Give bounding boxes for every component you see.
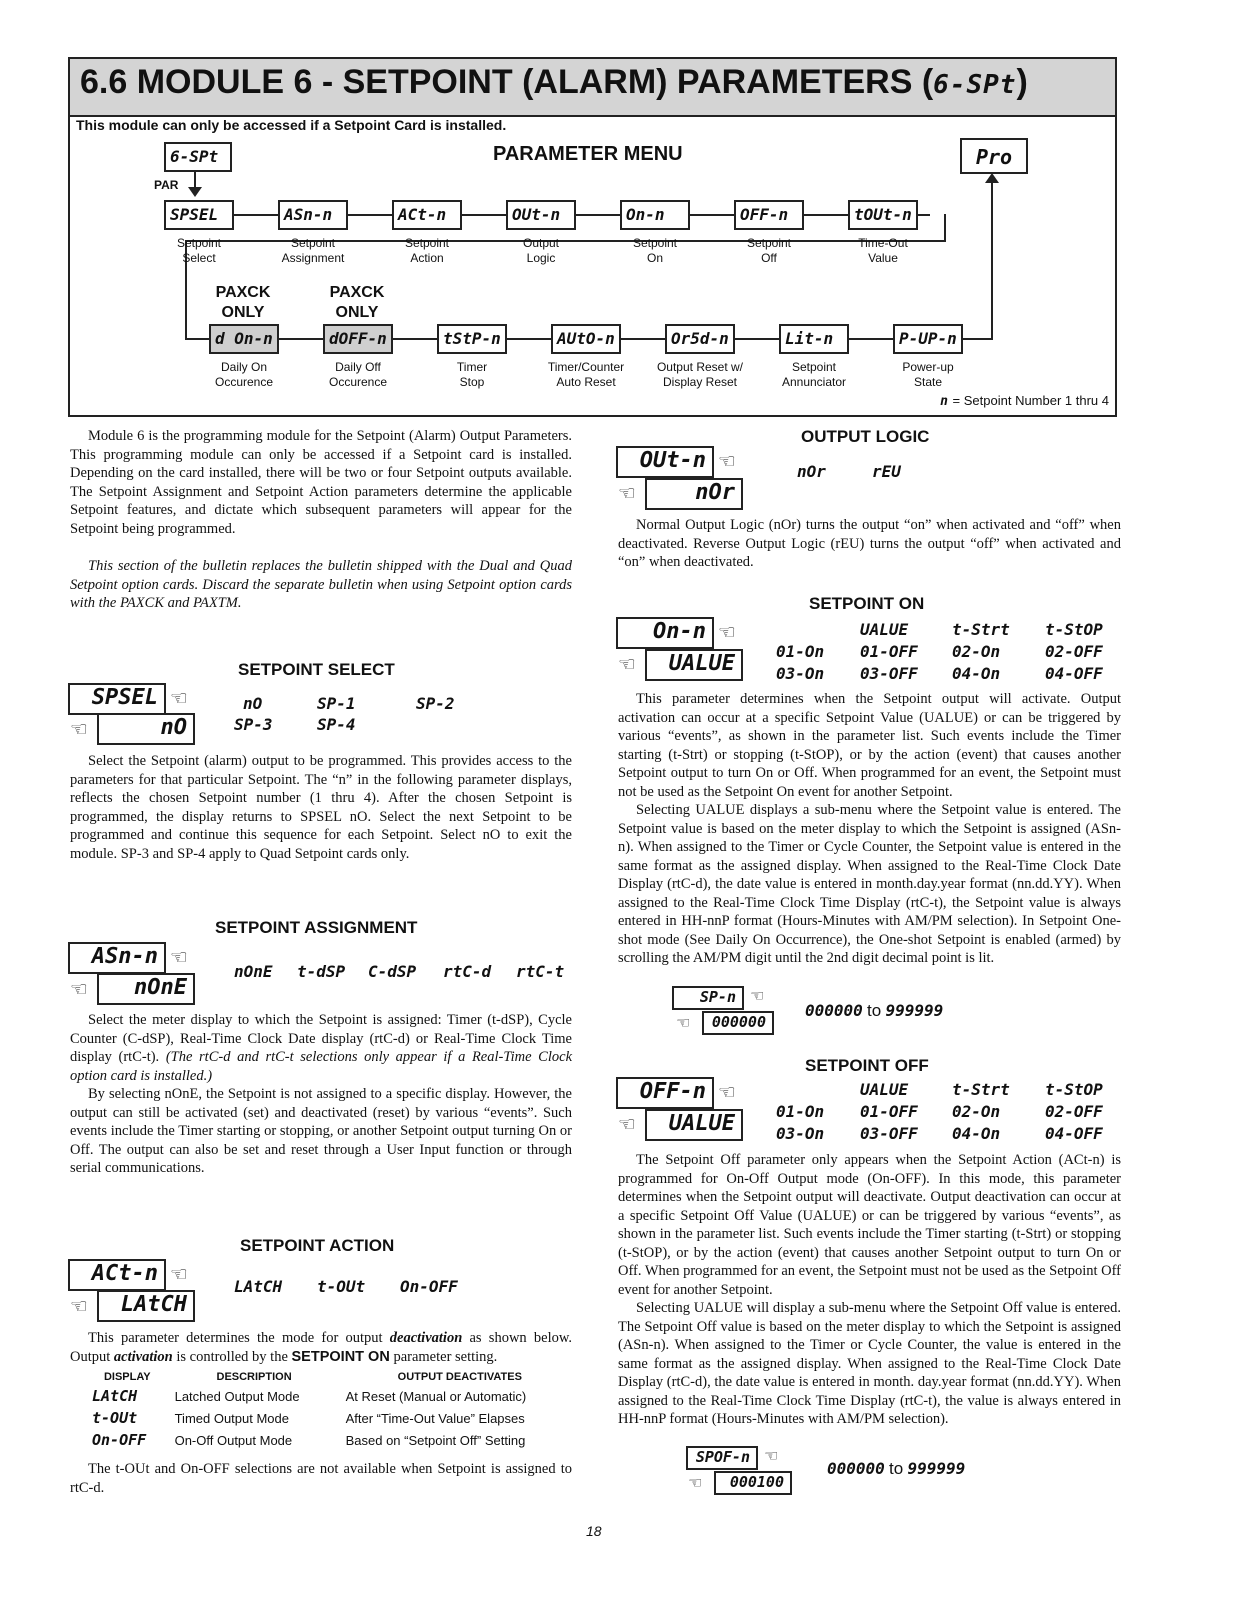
spoff-text: The Setpoint Off parameter only appears when the Setpoint Action (ACt-n) is programmed for On-Off Output mode (On-OFF). In this mode, this parameter determines when the Setpoint output will deactivate. Output deactivation can occur at a specific Setpoint Off Value (UALUE) or can be triggered by various “events”, as shown in the parameter list. Such events include the Timer starting (t-Strt) or stopping (t-StOP), or by the action (event) that causes another Setpoint output to turn On or Off. When programmed for an event, the Setpoint must not be used as the Setpoint Off event for another Setpoint. Selecting UALUE will display a sub-menu where the Setpoint Off value is entered. The Setpoint Off value is based on the meter display to which the Setpoint is assigned (ASn-n). When assigned to the Timer or Cycle Counter, the value is entered in the same format as the assigned display. When assigned to the Real-Time Clock Date Display (rtC-d), the date value is entered in month. day.year format (nn.dd.YY). When assigned to the Real-Time Clock Time Display (rtC-t), the value is always entered in HH-nnP format (Hours-Minutes with AM/PM selection). bbox=[618, 1152, 1121, 1427]
hand-icon: ☜ bbox=[70, 717, 88, 741]
pro-code-box: Pro bbox=[960, 138, 1028, 174]
spoff-option: UALUE bbox=[860, 1080, 909, 1099]
row1-param-box: ACt-n bbox=[392, 200, 462, 230]
row2-param-box: Lit-n bbox=[779, 324, 849, 354]
asn-display-top: ASn-n bbox=[68, 942, 166, 974]
module-code-box: 6-SPt bbox=[164, 142, 232, 172]
spon-display-top: On-n bbox=[616, 617, 714, 649]
logic-option: rEU bbox=[872, 462, 901, 481]
asn-option: nOnE bbox=[234, 962, 273, 981]
paxck-only-label-1: PAXCK ONLY bbox=[215, 284, 271, 321]
spsel-option: SP-4 bbox=[317, 715, 356, 734]
title-module-code: 6-SPt bbox=[933, 70, 1017, 100]
row1-param-label: Setpoint Off bbox=[746, 236, 792, 265]
row2-param-label: Output Reset w/ Display Reset bbox=[656, 360, 744, 389]
spon-sub-display-bottom: 000000 bbox=[702, 1011, 774, 1035]
spoff-option: 02-On bbox=[952, 1102, 1001, 1121]
intro-note: This section of the bulletin replaces the bulletin shipped with the Dual and Quad Setpoint option cards. Discard the separate bulletin when using Setpoint option cards with the PAXCK and PAXTM. bbox=[70, 558, 572, 611]
spon-sub-display-top: SP-n bbox=[672, 986, 744, 1010]
spon-text: This parameter determines when the Setpoint output will activate. Output activation can occur at a specific Setpoint Value (UALUE) or can be triggered by various “events”, as shown in the parameter list. Such events include the Timer starting (t-Strt) or stopping (t-StOP), or by the action (event) that causes another Setpoint output to turn On or Off. When programmed for an event, the Setpoint must not be used as the Setpoint On event for another Setpoint. Selecting UALUE displays a sub-menu where the Setpoint value is entered. The Setpoint value is based on the meter display to which the Setpoint is assigned (ASn-n). When assigned to the Timer or Cycle Counter, the Setpoint value is entered in the same format as the assigned display. When assigned to the Real-Time Clock Date Display (rtC-d), the date value is entered in month.day.year format (nn.dd.YY). When assigned to the Real-Time Clock Time Display (rtC-t), the Setpoint value is always entered in HH-nnP format (Hours-Minutes with AM/PM selection). In Setpoint One-shot mode (See Daily On Occurrence), the One-shot Setpoint is enabled (armed) by scrolling the AM/PM digit until the 2nd digit decimal point is lit. bbox=[618, 691, 1121, 966]
spoff-option: 01-OFF bbox=[860, 1102, 918, 1121]
row1-param-label: Setpoint On bbox=[632, 236, 678, 265]
act-display-top: ACt-n bbox=[68, 1259, 166, 1291]
hand-icon: ☜ bbox=[170, 1262, 188, 1286]
hand-icon: ☜ bbox=[170, 945, 188, 969]
spoff-option: 04-OFF bbox=[1045, 1124, 1103, 1143]
spon-option: t-StOP bbox=[1045, 620, 1103, 639]
spon-option: 03-On bbox=[776, 664, 825, 683]
row1-param-label: Setpoint Action bbox=[404, 236, 450, 265]
row2-param-box: Or5d-n bbox=[665, 324, 735, 354]
spon-option: 01-OFF bbox=[860, 642, 918, 661]
row2-param-box: dOFF-n bbox=[323, 324, 393, 354]
row2-param-label: Timer/Counter Auto Reset bbox=[547, 360, 625, 389]
spoff-option: 03-On bbox=[776, 1124, 825, 1143]
spsel-option: nO bbox=[243, 694, 263, 713]
menu-title: PARAMETER MENU bbox=[493, 143, 683, 165]
spsel-display-top: SPSEL bbox=[68, 683, 166, 715]
spoff-display-top: OFF-n bbox=[616, 1077, 714, 1109]
hand-icon: ☜ bbox=[170, 686, 188, 710]
table-row: LAtCH Latched Output Mode At Reset (Manual or Automatic) bbox=[92, 1387, 527, 1405]
title-bar bbox=[70, 59, 1115, 117]
row1-param-box: OUt-n bbox=[506, 200, 576, 230]
spsel-heading: SETPOINT SELECT bbox=[238, 660, 395, 679]
act-text: This parameter determines the mode for output deactivation as shown below. Output activation is controlled by the SETPOINT ON parameter setting. bbox=[70, 1330, 572, 1365]
spsel-option: SP-3 bbox=[234, 715, 273, 734]
logic-heading: OUTPUT LOGIC bbox=[801, 427, 930, 446]
row2-param-box: P-UP-n bbox=[893, 324, 963, 354]
hand-icon: ☜ bbox=[718, 449, 736, 473]
asn-option: C-dSP bbox=[368, 962, 417, 981]
intro-text: Module 6 is the programming module for the Setpoint (Alarm) Output Parameters. This programming module can only be accessed if a Setpoint card is installed. Depending on the card installed, there will be two or four Setpoint outputs available. The Setpoint Assignment and Setpoint Action parameters determine the applicable Setpoint features, and dictate which subsequent parameters will appear for the Setpoint being programmed. bbox=[70, 428, 572, 537]
hand-icon: ☜ bbox=[750, 986, 765, 1005]
row1-drop-line bbox=[944, 214, 946, 242]
spoff-display-bottom: UALUE bbox=[645, 1109, 743, 1141]
logic-text: Normal Output Logic (nOr) turns the output “on” when activated and “off” when deactivated. Reverse Output Logic (rEU) turns the output “off” when activated and “on” when deactivated. bbox=[618, 517, 1121, 570]
spon-option: 01-On bbox=[776, 642, 825, 661]
row1-param-box: tOUt-n bbox=[848, 200, 918, 230]
table-row: t-OUt Timed Output Mode After “Time-Out Value” Elapses bbox=[92, 1409, 525, 1427]
hand-icon: ☜ bbox=[618, 481, 636, 505]
spoff-option: 01-On bbox=[776, 1102, 825, 1121]
asn-text: Select the meter display to which the Setpoint is assigned: Timer (t-dSP), Cycle Counter (C-dSP), Real-Time Clock Date display (rtC-d) or Real-Time Clock Time display (rtC-t). (The rtC-d and rtC-t selections only appear if a Real-Time Clock option card is installed.) By selecting nOnE, the Setpoint is not assigned to a specific display. However, the output can still be activated (set) and deactivated (reset) by various “events”. Such events include the Timer starting or stopping, or another Setpoint output turning On or Off. The output can also be set and reset through a User Input function or through serial communications. bbox=[70, 1012, 573, 1176]
act-note: The t-OUt and On-OFF selections are not available when Setpoint is assigned to rtC-d. bbox=[70, 1461, 572, 1496]
logic-display-bottom: nOr bbox=[645, 478, 743, 510]
hand-icon: ☜ bbox=[618, 1112, 636, 1136]
spon-option: 02-On bbox=[952, 642, 1001, 661]
spon-option: UALUE bbox=[860, 620, 909, 639]
paxck-only-label-2: PAXCK ONLY bbox=[329, 284, 385, 321]
spoff-sub-display-bottom: 000100 bbox=[714, 1471, 792, 1495]
spon-option: 04-On bbox=[952, 664, 1001, 683]
row1-param-label: Output Logic bbox=[522, 236, 560, 265]
table-header: DESCRIPTION bbox=[216, 1371, 292, 1383]
spon-range: 000000 to 999999 bbox=[805, 1001, 944, 1020]
return-line bbox=[991, 181, 993, 340]
spsel-option: SP-2 bbox=[416, 694, 455, 713]
row2-param-label: Daily On Occurence bbox=[214, 360, 274, 389]
hand-icon: ☜ bbox=[718, 1080, 736, 1104]
row1-param-box: SPSEL bbox=[164, 200, 234, 230]
spsel-option: SP-1 bbox=[317, 694, 356, 713]
spoff-option: t-StOP bbox=[1045, 1080, 1103, 1099]
return-arrow-icon bbox=[985, 173, 999, 183]
row1-param-box: ASn-n bbox=[278, 200, 348, 230]
table-header-row bbox=[86, 1369, 580, 1385]
par-arrow-icon bbox=[188, 187, 202, 197]
asn-option: rtC-d bbox=[443, 962, 492, 981]
act-display-bottom: LAtCH bbox=[97, 1290, 195, 1322]
page-title: 6.6 MODULE 6 - SETPOINT (ALARM) PARAMETERS (6-SPt) bbox=[80, 63, 1028, 101]
row2-param-box: tStP-n bbox=[437, 324, 507, 354]
module-note: This module can only be accessed if a Setpoint Card is installed. bbox=[76, 117, 507, 133]
hand-icon: ☜ bbox=[70, 977, 88, 1001]
parameter-menu-panel bbox=[68, 57, 1117, 417]
hand-icon: ☜ bbox=[688, 1473, 703, 1492]
page-number: 18 bbox=[586, 1523, 602, 1539]
table-header: DISPLAY bbox=[103, 1371, 151, 1383]
row1-param-label: Setpoint Select bbox=[176, 236, 222, 265]
spon-option: t-Strt bbox=[952, 620, 1010, 639]
asn-display-bottom: nOnE bbox=[97, 973, 195, 1005]
spon-option: 02-OFF bbox=[1045, 642, 1103, 661]
asn-option: rtC-t bbox=[516, 962, 565, 981]
action-table bbox=[86, 1369, 580, 1451]
logic-option: nOr bbox=[797, 462, 826, 481]
spoff-heading: SETPOINT OFF bbox=[805, 1056, 929, 1075]
spoff-option: 04-On bbox=[952, 1124, 1001, 1143]
hand-icon: ☜ bbox=[70, 1294, 88, 1318]
spsel-display-bottom: nO bbox=[97, 713, 195, 745]
spon-option: 04-OFF bbox=[1045, 664, 1103, 683]
spoff-option: 03-OFF bbox=[860, 1124, 918, 1143]
setpoint-number-note: n = Setpoint Number 1 thru 4 bbox=[940, 393, 1109, 409]
hand-icon: ☜ bbox=[764, 1446, 779, 1465]
table-header: OUTPUT DEACTIVATES bbox=[397, 1371, 522, 1383]
act-heading: SETPOINT ACTION bbox=[240, 1236, 395, 1255]
spon-option: 03-OFF bbox=[860, 664, 918, 683]
spoff-option: 02-OFF bbox=[1045, 1102, 1103, 1121]
par-label: PAR bbox=[154, 178, 179, 192]
asn-option: t-dSP bbox=[297, 962, 346, 981]
asn-heading: SETPOINT ASSIGNMENT bbox=[215, 918, 418, 937]
row2-param-label: Setpoint Annunciator bbox=[781, 360, 847, 389]
spsel-text: Select the Setpoint (alarm) output to be programmed. This provides access to the parameters for that particular Setpoint. The “n” in the following parameter displays, reflects the chosen Setpoint number (1 thru 4). After the chosen Setpoint is programmed, the display returns to SPSEL nO. Select the next Setpoint to be programmed and continue this sequence for each Setpoint. Select nO to exit the module. SP-3 and SP-4 apply to Quad Setpoint cards only. bbox=[70, 753, 572, 862]
row2-param-box: d On-n bbox=[209, 324, 279, 354]
row1-param-box: OFF-n bbox=[734, 200, 804, 230]
row1-param-label: Time-Out Value bbox=[858, 236, 908, 265]
act-option: t-OUt bbox=[317, 1277, 366, 1296]
row1-param-label: Setpoint Assignment bbox=[281, 236, 345, 265]
row2-param-label: Timer Stop bbox=[456, 360, 488, 389]
spoff-sub-display-top: SPOF-n bbox=[686, 1446, 758, 1470]
spoff-option: t-Strt bbox=[952, 1080, 1010, 1099]
row2-param-label: Power-up State bbox=[902, 360, 954, 389]
row2-param-box: AUtO-n bbox=[551, 324, 621, 354]
hand-icon: ☜ bbox=[718, 620, 736, 644]
logic-display-top: OUt-n bbox=[616, 446, 714, 478]
hand-icon: ☜ bbox=[676, 1013, 691, 1032]
spon-display-bottom: UALUE bbox=[645, 649, 743, 681]
row1-param-box: On-n bbox=[620, 200, 690, 230]
table-row: On-OFF On-Off Output Mode Based on “Setpoint Off” Setting bbox=[92, 1431, 526, 1449]
spon-heading: SETPOINT ON bbox=[809, 594, 925, 613]
row2-param-label: Daily Off Occurence bbox=[328, 360, 388, 389]
hand-icon: ☜ bbox=[618, 652, 636, 676]
spoff-range: 000000 to 999999 bbox=[827, 1459, 966, 1478]
act-option: On-OFF bbox=[400, 1277, 458, 1296]
act-option: LAtCH bbox=[234, 1277, 283, 1296]
